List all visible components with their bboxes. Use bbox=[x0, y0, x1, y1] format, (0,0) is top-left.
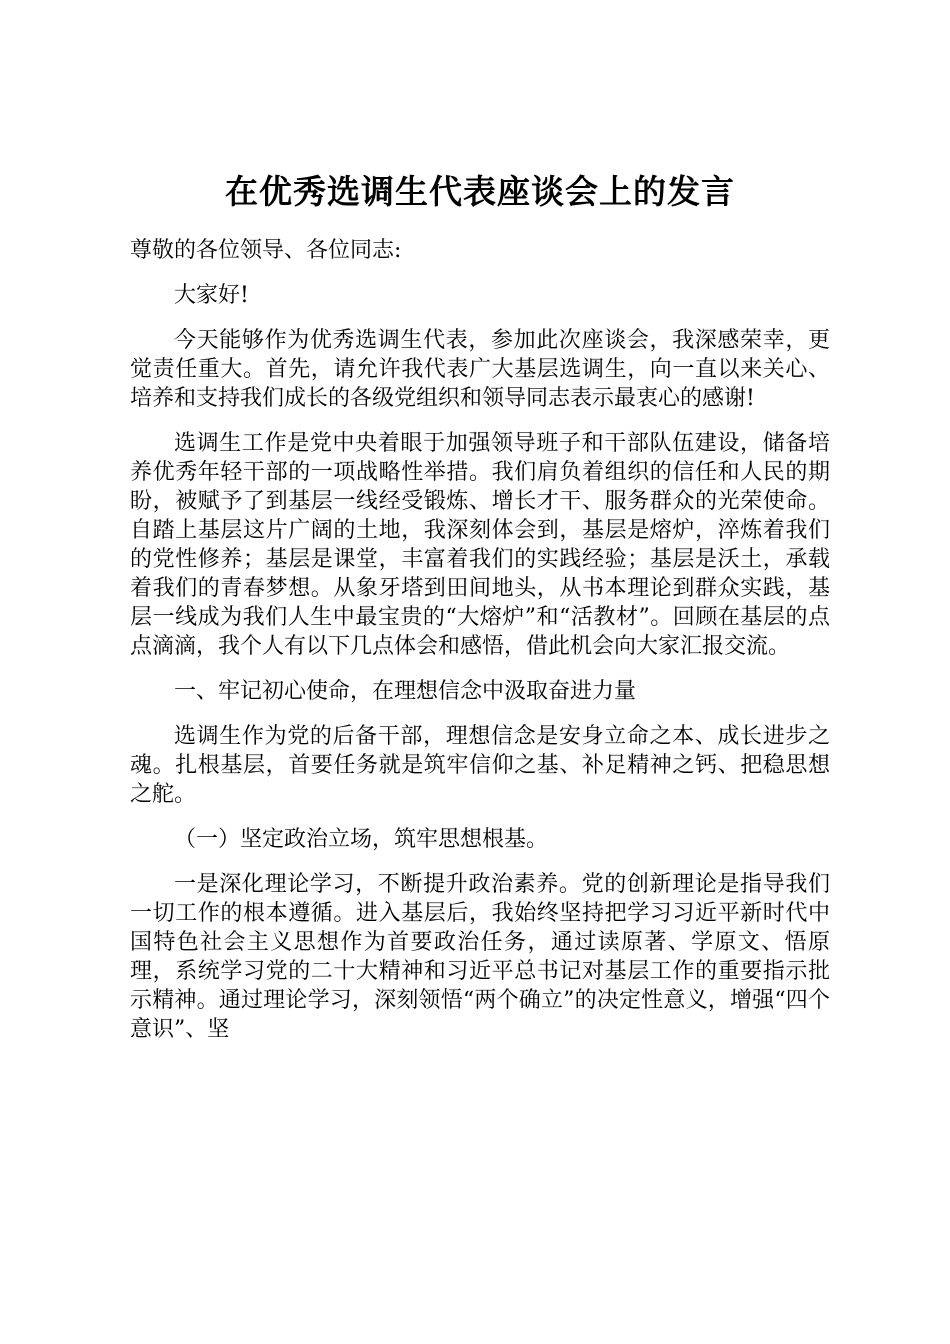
paragraph-opening: 今天能够作为优秀选调生代表，参加此次座谈会，我深感荣幸，更觉责任重大。首先，请允许我代表广大基层选调生，向一直以来关心、培养和支持我们成长的各级党组织和领导同志表示最衷心的感谢! bbox=[130, 328, 830, 411]
section-heading-1: 一、牢记初心使命，在理想信念中汲取奋进力量 bbox=[174, 679, 637, 704]
subsection-heading-1: （一）坚定政治立场，筑牢思想根基。 bbox=[174, 827, 549, 852]
paragraph-background: 选调生工作是党中央着眼于加强领导班子和干部队伍建设，储备培养优秀年轻干部的一项战略性举措。我们肩负着组织的信任和人民的期盼，被赋予了到基层一线经受锻炼、增长才干、服务群众的光荣使命。自踏上基层这片广阔的土地，我深刻体会到，基层是熔炉，淬炼着我们的党性修养；基层是课堂，丰富着我们的实践经验；基层是沃土，承载着我们的青春梦想。从象牙塔到田间地头，从书本理论到群众实践，基层一线成为我们人生中最宝贵的“大熔炉”和“活教材”。回顾在基层的点点滴滴，我个人有以下几点体会和感悟，借此机会向大家汇报交流。 bbox=[130, 431, 830, 659]
section-intro-1: 选调生作为党的后备干部，理想信念是安身立命之本、成长进步之魂。扎根基层，首要任务就是筑牢信仰之基、补足精神之钙、把稳思想之舵。 bbox=[130, 724, 830, 807]
subsection-paragraph-1: 一是深化理论学习，不断提升政治素养。党的创新理论是指导我们一切工作的根本遵循。进入基层后，我始终坚持把学习习近平新时代中国特色社会主义思想作为首要政治任务，通过读原著、学原文、悟原理，系统学习党的二十大精神和习近平总书记对基层工作的重要指示批示精神。通过理论学习，深刻领悟“两个确立”的决定性意义，增强“四个意识”、坚 bbox=[130, 872, 830, 1042]
greeting: 大家好! bbox=[174, 283, 249, 308]
salutation: 尊敬的各位领导、各位同志: bbox=[130, 238, 402, 263]
document-title: 在优秀选调生代表座谈会上的发言 bbox=[225, 172, 735, 211]
document-page bbox=[130, 168, 830, 1060]
